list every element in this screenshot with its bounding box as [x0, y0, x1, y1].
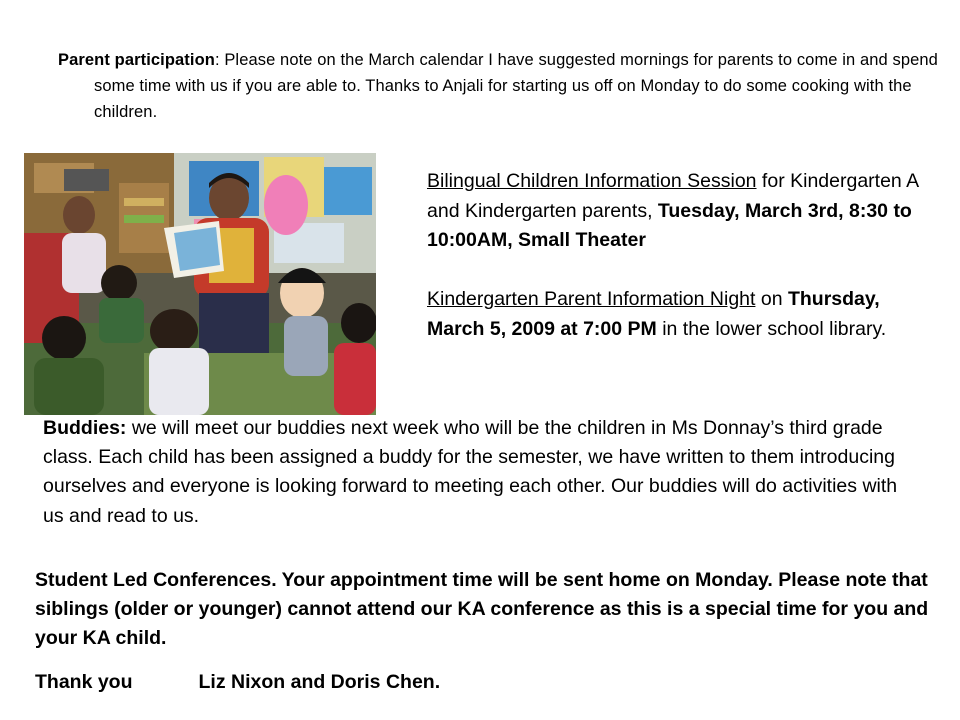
parent-participation-paragraph [58, 47, 944, 125]
buddies-text: we will meet our buddies next week who will be the children in Ms Donnay’s third grade class. Each child has been assigned a buddy for the semester, we have written to them introducing ourselves and everyone is looking forward to meeting each other. Our buddies will do activities with us and read to us. [43, 417, 898, 527]
info-night-text-before: on [755, 288, 788, 310]
info-session-paragraph [427, 167, 937, 256]
info-session-text: for Kindergarten A and Kindergarten parents, [427, 170, 919, 222]
info-night-text-after: in the lower school library. [656, 317, 887, 340]
parent-participation-label: Parent participation [58, 51, 215, 69]
buddies-label: Buddies: [43, 417, 127, 439]
thank-you-text: Thank you [35, 671, 133, 693]
classroom-reading-photo [24, 153, 376, 415]
photo-illustration [24, 153, 376, 415]
parent-participation-text: : Please note on the March calendar I have suggested mornings for parents to come in and spend some time with us if you are able to. Thanks to Anjali for starting us off on Monday to do some cooking with the children. [94, 51, 938, 121]
conferences-paragraph [35, 566, 935, 654]
closing-line [35, 668, 440, 697]
info-session-when: Tuesday, March 3rd, 8:30 to 10:00AM, Small Theater [427, 199, 912, 251]
info-session-title: Bilingual Children Information Session [427, 170, 757, 192]
conferences-text: Student Led Conferences. Your appointment time will be sent home on Monday. Please note that siblings (older or younger) cannot attend our KA conference as this is a special time for you and your KA child. [35, 569, 929, 650]
info-night-title: Kindergarten Parent Information Night [427, 288, 756, 310]
info-spacer [427, 256, 937, 286]
signature-text: Liz Nixon and Doris Chen. [198, 671, 441, 693]
info-events-column [427, 167, 937, 344]
buddies-paragraph [43, 414, 923, 531]
info-night-when: Thursday, March 5, 2009 at 7:00 PM [427, 288, 880, 340]
info-night-paragraph [427, 285, 937, 344]
